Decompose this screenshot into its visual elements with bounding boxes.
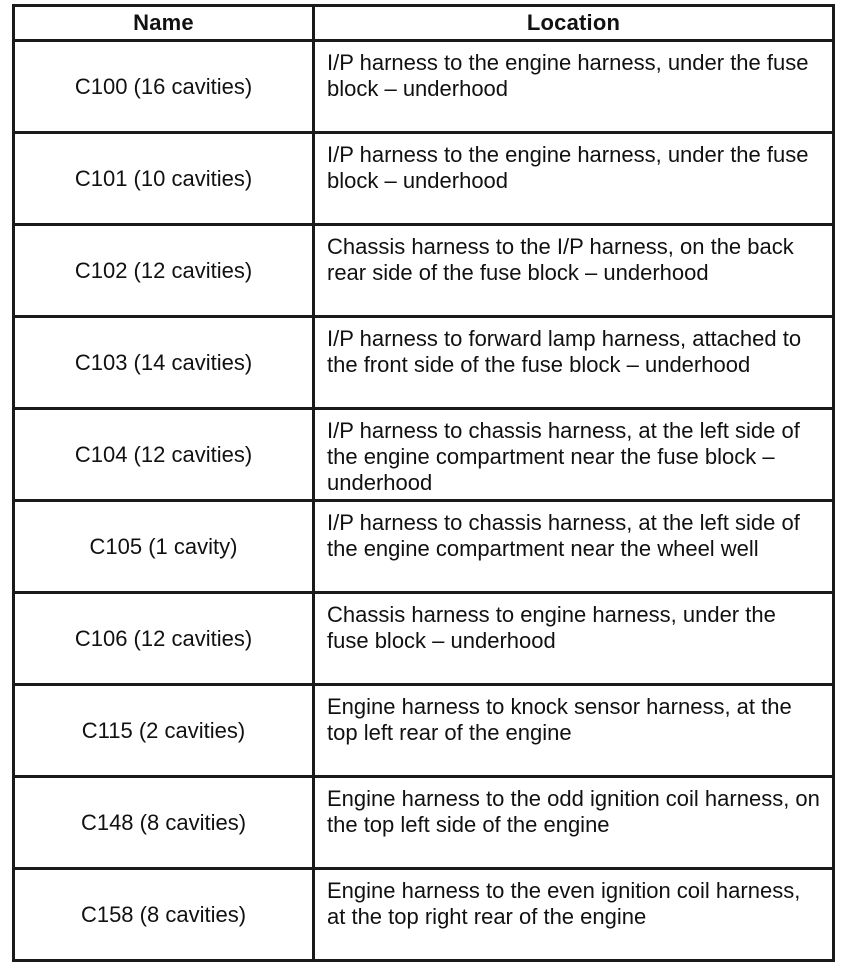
column-header-location: Location <box>314 6 834 41</box>
connector-location-text: Engine harness to the even ignition coil harness, at the top right rear of the engine <box>327 878 801 929</box>
connector-name-cell: C102 (12 cavities) <box>14 225 314 317</box>
connector-location-text: I/P harness to the engine harness, under the fuse block – underhood <box>327 50 809 101</box>
table-row <box>14 501 834 593</box>
table-row <box>14 593 834 685</box>
table-row <box>14 317 834 409</box>
table-row <box>14 409 834 501</box>
connector-name-cell: C103 (14 cavities) <box>14 317 314 409</box>
table-row <box>14 869 834 961</box>
connector-location-cell <box>314 869 834 961</box>
connector-name-cell: C158 (8 cavities) <box>14 869 314 961</box>
connector-location-cell <box>314 133 834 225</box>
table-row <box>14 225 834 317</box>
table-header-row <box>14 6 834 41</box>
column-header-name: Name <box>14 6 314 41</box>
table-row <box>14 41 834 133</box>
connector-name-cell: C104 (12 cavities) <box>14 409 314 501</box>
connector-name-cell: C115 (2 cavities) <box>14 685 314 777</box>
connector-table-container <box>12 4 835 962</box>
connector-location-cell <box>314 777 834 869</box>
table-row <box>14 685 834 777</box>
connector-location-text: Engine harness to the odd ignition coil harness, on the top left side of the engine <box>327 786 820 837</box>
connector-location-cell <box>314 409 834 501</box>
table-row <box>14 777 834 869</box>
connector-location-cell <box>314 41 834 133</box>
connector-location-cell <box>314 317 834 409</box>
table-row <box>14 133 834 225</box>
connector-location-text: Chassis harness to engine harness, under the fuse block – underhood <box>327 602 776 653</box>
connector-location-text: Engine harness to knock sensor harness, at the top left rear of the engine <box>327 694 792 745</box>
connector-location-text: I/P harness to the engine harness, under the fuse block – underhood <box>327 142 809 193</box>
connector-location-cell <box>314 685 834 777</box>
connector-location-cell <box>314 501 834 593</box>
connector-location-cell <box>314 225 834 317</box>
connector-location-text: Chassis harness to the I/P harness, on the back rear side of the fuse block – underhood <box>327 234 794 285</box>
connector-name-cell: C100 (16 cavities) <box>14 41 314 133</box>
connector-location-text: I/P harness to chassis harness, at the left side of the engine compartment near the wheel well <box>327 510 800 561</box>
connector-location-text: I/P harness to chassis harness, at the left side of the engine compartment near the fuse block – underhood <box>327 418 800 495</box>
connector-name-cell: C101 (10 cavities) <box>14 133 314 225</box>
connector-name-cell: C105 (1 cavity) <box>14 501 314 593</box>
connector-location-text: I/P harness to forward lamp harness, attached to the front side of the fuse block – underhood <box>327 326 802 377</box>
connector-name-cell: C106 (12 cavities) <box>14 593 314 685</box>
connector-location-cell <box>314 593 834 685</box>
connector-name-cell: C148 (8 cavities) <box>14 777 314 869</box>
connector-location-table <box>12 4 835 962</box>
